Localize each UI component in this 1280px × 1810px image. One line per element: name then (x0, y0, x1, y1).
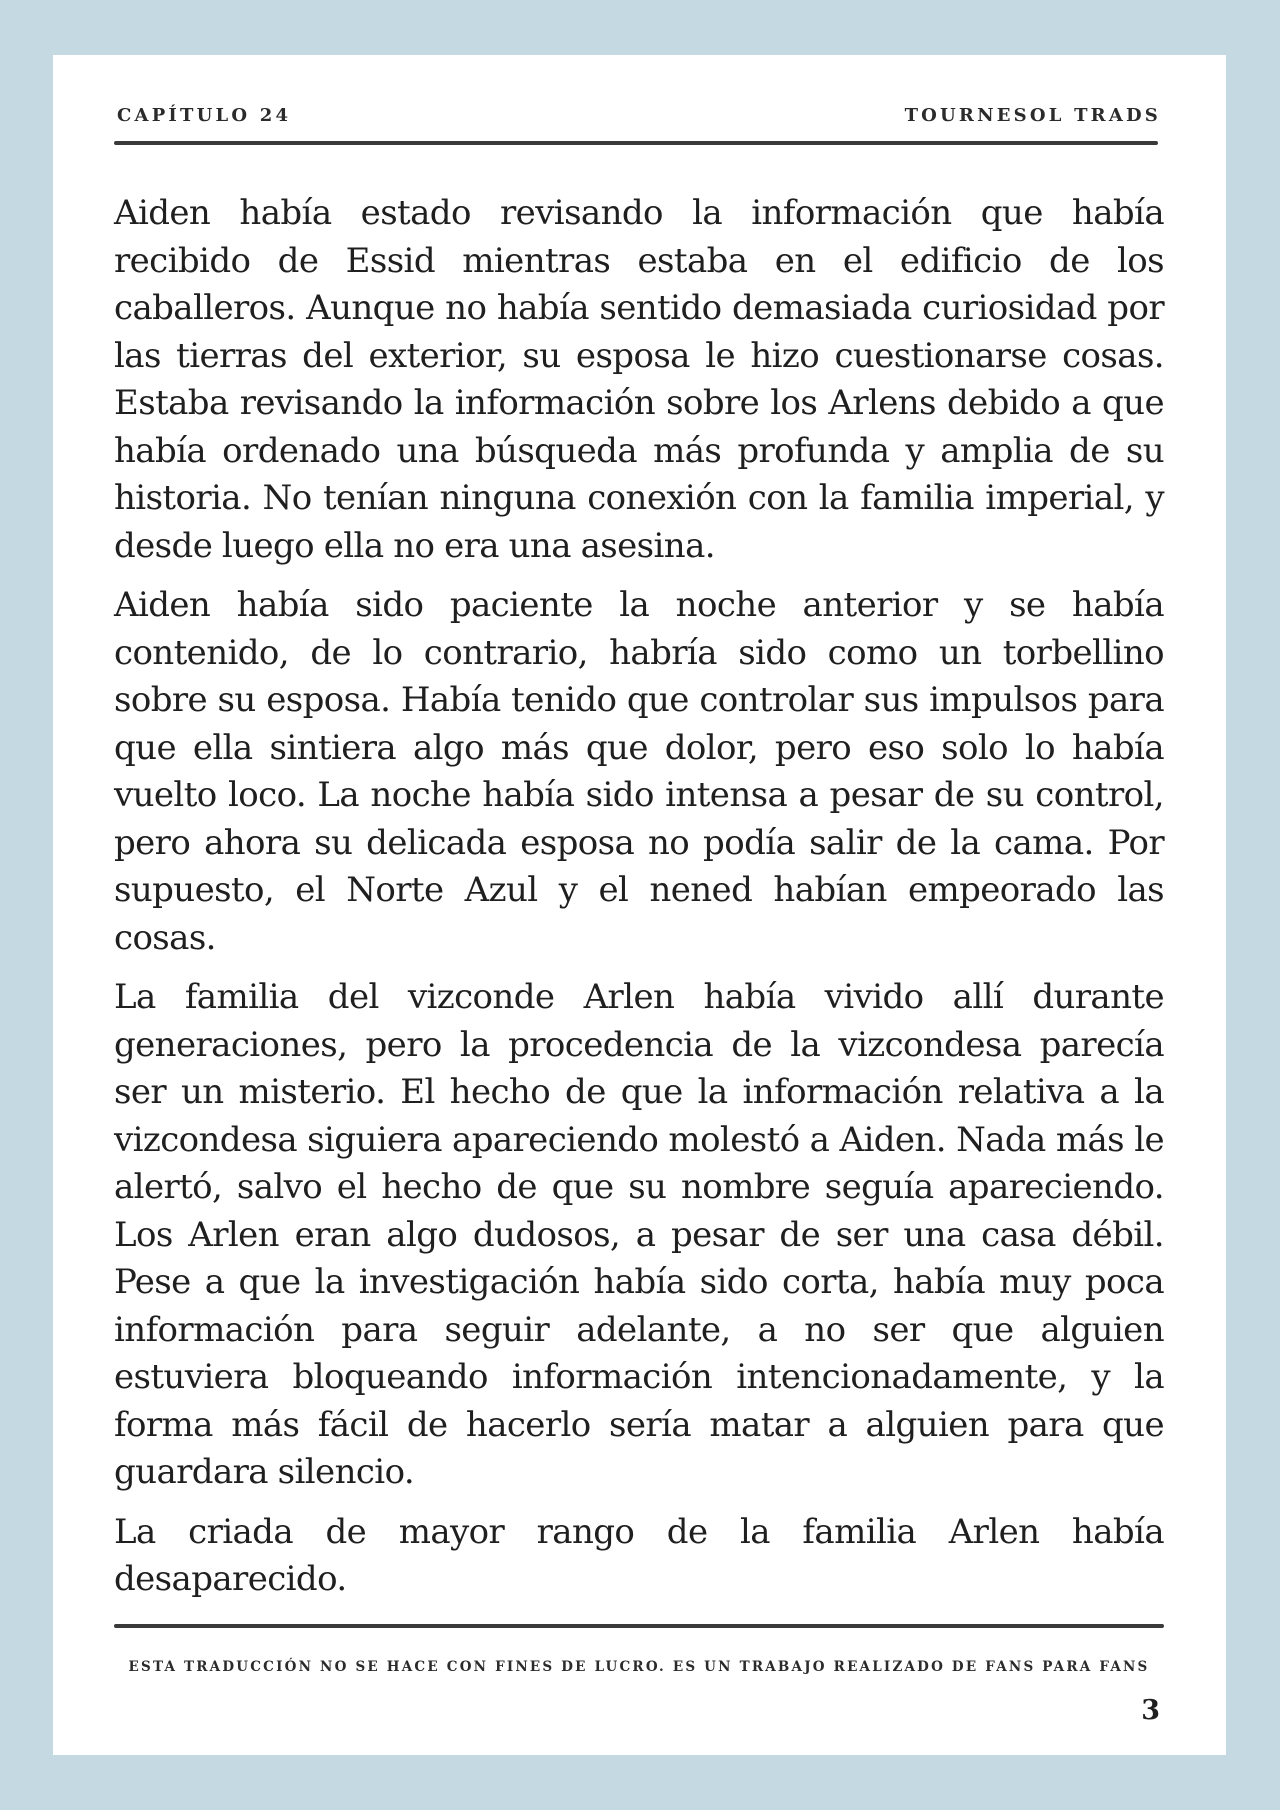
page-header (117, 105, 1161, 135)
footer-divider (114, 1624, 1164, 1628)
paragraph-2: Aiden había sido paciente la noche anterior y se había contenido, de lo contrario, habría sido como un torbellino sobre su esposa. Había tenido que controlar sus impulsos para que ella sintiera algo más que dolor, pero eso solo lo había vuelto loco. La noche había sido intensa a pesar de su control, pero ahora su delicada esposa no podía salir de la cama. Por supuesto, el Norte Azul y el nened habían empeorado las cosas. (114, 585, 1164, 958)
footer-disclaimer: ESTA TRADUCCIÓN NO SE HACE CON FINES DE LUCRO. ES UN TRABAJO REALIZADO DE FANS PARA FANS (128, 1659, 1150, 1675)
document-page (53, 55, 1226, 1755)
paragraph-1: Aiden había estado revisando la información que había recibido de Essid mientras estaba en el edificio de los caballeros. Aunque no había sentido demasiada curiosidad por las tierras del exterior, su esposa le hizo cuestionarse cosas. Estaba revisando la información sobre los Arlens debido a que había ordenado una búsqueda más profunda y amplia de su historia. No tenían ninguna conexión con la familia imperial, y desde luego ella no era una asesina. (114, 193, 1164, 566)
paragraph-4: La criada de mayor rango de la familia Arlen había desaparecido. (114, 1511, 1164, 1599)
header-divider (114, 141, 1158, 145)
paragraph-3: La familia del vizconde Arlen había vivido allí durante generaciones, pero la procedencia de la vizcondesa parecía ser un misterio. El hecho de que la información relativa a la vizcondesa siguiera apareciendo molestó a Aiden. Nada más le alertó, salvo el hecho de que su nombre seguía apareciendo. Los Arlen eran algo dudosos, a pesar de ser una casa débil. Pese a que la investigación había sido corta, había muy poca información para seguir adelante, a no ser que alguien estuviera bloqueando información intencionadamente, y la forma más fácil de hacerlo sería matar a alguien para que guardara silencio. (114, 977, 1164, 1492)
translation-group-label: TOURNESOL TRADS (904, 105, 1161, 126)
page-number: 3 (1141, 1695, 1160, 1726)
chapter-label: CAPÍTULO 24 (117, 105, 292, 126)
chapter-body (114, 190, 1164, 1616)
